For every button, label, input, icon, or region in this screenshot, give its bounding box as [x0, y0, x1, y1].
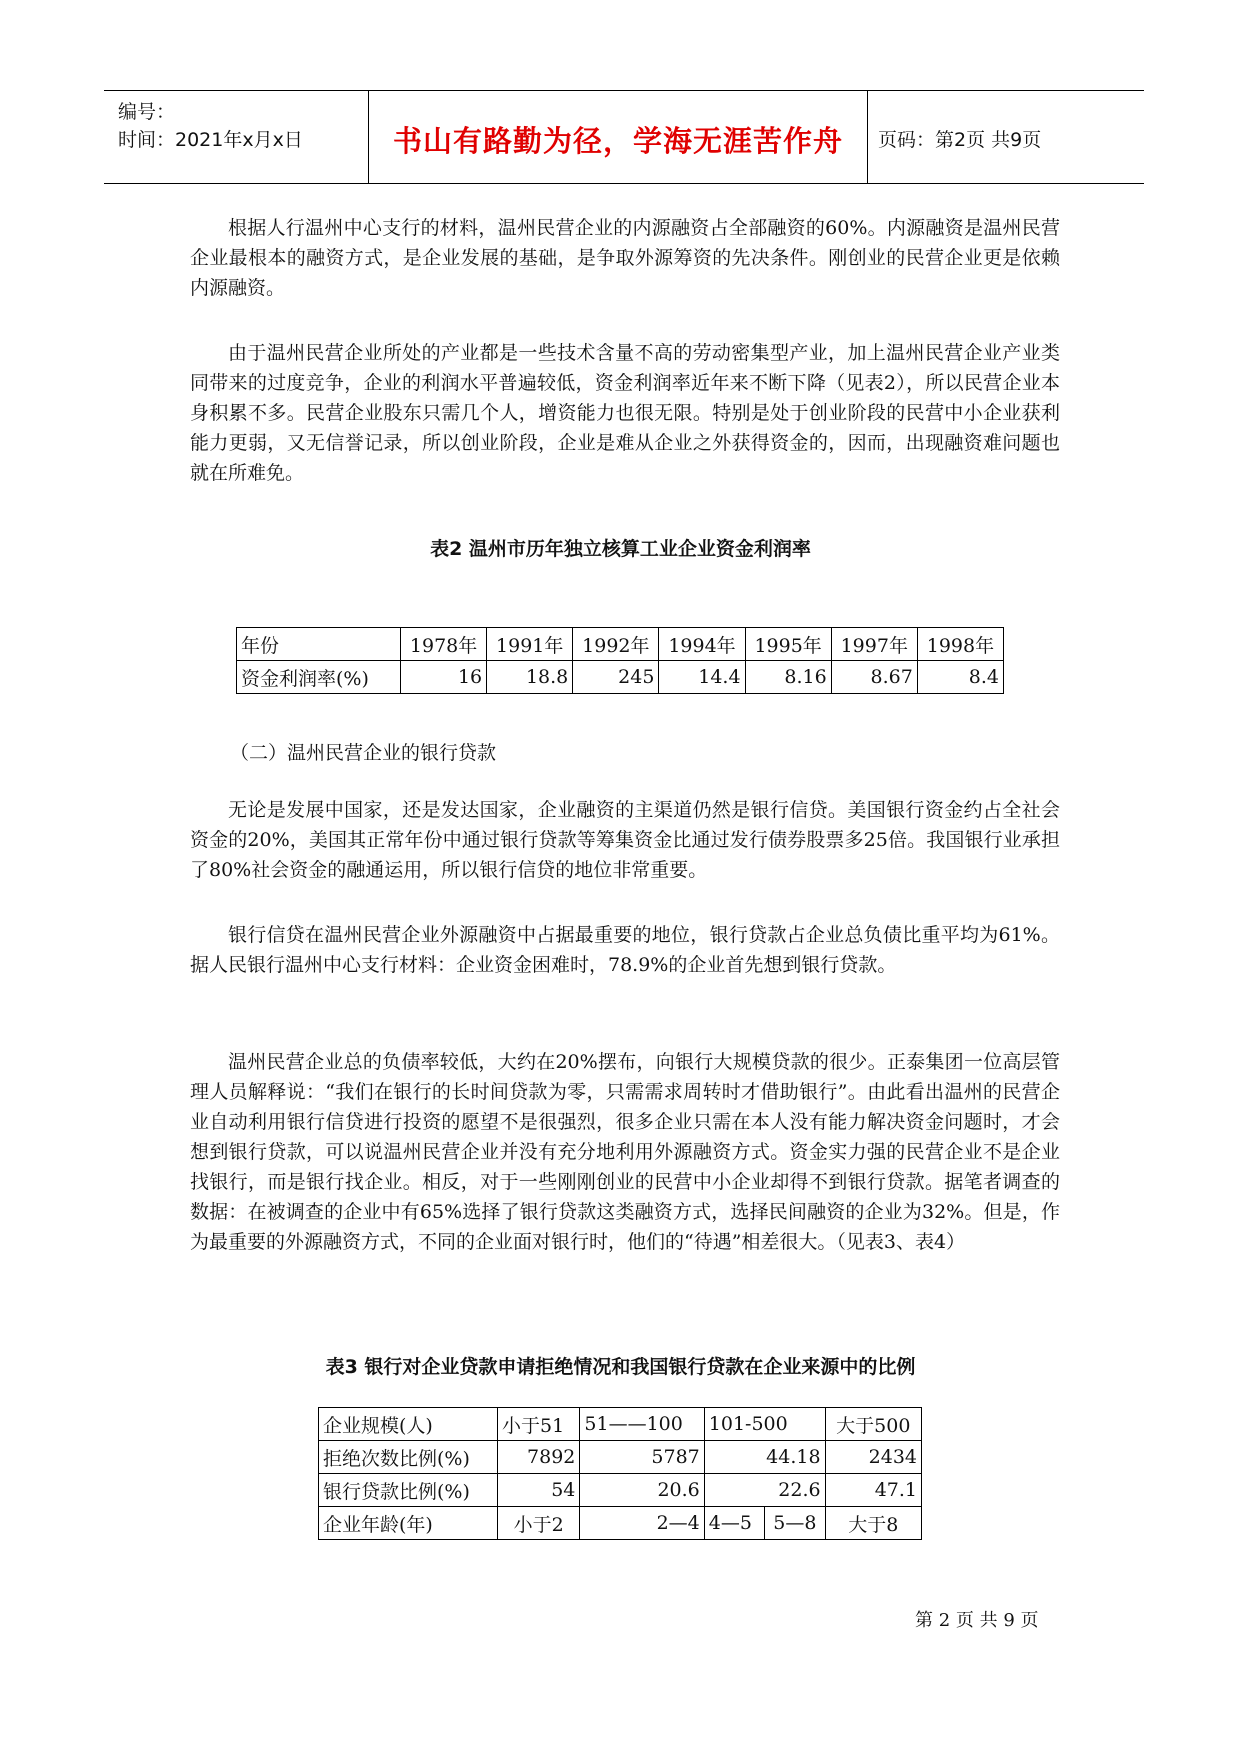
table-cell: 1994年 [659, 628, 745, 661]
table-cell: 1998年 [917, 628, 1003, 661]
table-cell: 企业规模(人) [319, 1408, 498, 1441]
table-cell: 8.4 [917, 661, 1003, 694]
serial-label: 编号： [118, 101, 176, 123]
paragraph-bank-credit: 无论是发展中国家，还是发达国家，企业融资的主渠道仍然是银行信贷。美国银行资金约占全社会资金的20%，美国其正常年份中通过银行贷款等筹集资金比通过发行债券股票多25倍。我国银行业承担了80%社会资金的融通运用，所以银行信贷的地位非常重要。 [190, 799, 1060, 881]
table-cell: 47.1 [825, 1474, 921, 1507]
table3 [318, 1407, 922, 1540]
table-cell: 8.67 [831, 661, 917, 694]
table-cell: 1995年 [745, 628, 831, 661]
paragraph-profit-decline: 由于温州民营企业所处的产业都是一些技术含量不高的劳动密集型产业，加上温州民营企业产业类同带来的过度竞争，企业的利润水平普遍较低，资金利润率近年来不断下降（见表2），所以民营企业本身积累不多。民营企业股东只需几个人，增资能力也很无限。特别是处于创业阶段的民营中小企业获利能力更弱，又无信誉记录，所以创业阶段，企业是难从企业之外获得资金的，因而，出现融资难问题也就在所难免。 [190, 342, 1060, 484]
table-cell: 资金利润率(%) [237, 661, 401, 694]
table-cell: 银行贷款比例(%) [319, 1474, 498, 1507]
table-cell: 14.4 [659, 661, 745, 694]
table-cell: 小于2 [498, 1507, 580, 1540]
header-motto-cell [369, 91, 868, 183]
table-cell: 4—5 [704, 1507, 764, 1540]
table-row [319, 1441, 922, 1474]
table-row [319, 1507, 922, 1540]
table3-caption: 表3 银行对企业贷款申请拒绝情况和我国银行贷款在企业来源中的比例 [325, 1356, 916, 1378]
table-cell: 拒绝次数比例(%) [319, 1441, 498, 1474]
paragraph-debt-ratio: 温州民营企业总的负债率较低，大约在20%摆布，向银行大规模贷款的很少。正泰集团一位高层管理人员解释说：“我们在银行的长时间贷款为零，只需需求周转时才借助银行”。由此看出温州的民营企业自动利用银行信贷进行投资的愿望不是很强烈，很多企业只需在本人没有能力解决资金问题时，才会想到银行贷款，可以说温州民营企业并没有充分地利用外源融资方式。资金实力强的民营企业不是企业找银行，而是银行找企业。相反，对于一些刚刚创业的民营中小企业却得不到银行贷款。据笔者调查的数据：在被调查的企业中有65%选择了银行贷款这类融资方式，选择民间融资的企业为32%。但是，作为最重要的外源融资方式，不同的企业面对银行时，他们的“待遇”相差很大。（见表3、表4） [190, 1051, 1060, 1253]
table-cell: 5—8 [765, 1507, 825, 1540]
table-cell: 44.18 [704, 1441, 825, 1474]
table-cell: 245 [573, 661, 659, 694]
table-cell: 年份 [237, 628, 401, 661]
table-cell: 5787 [580, 1441, 704, 1474]
table-cell: 1978年 [401, 628, 487, 661]
table-cell: 101-500 [704, 1408, 825, 1441]
table-cell: 1992年 [573, 628, 659, 661]
table-cell: 8.16 [745, 661, 831, 694]
page-header [104, 90, 1144, 184]
table-row [319, 1408, 922, 1441]
header-info-cell [104, 91, 369, 183]
table-row [319, 1474, 922, 1507]
page-footer: 第 2 页 共 9 页 [915, 1610, 1039, 1631]
table-row [237, 661, 1004, 694]
table-cell: 大于8 [825, 1507, 921, 1540]
table-cell: 1997年 [831, 628, 917, 661]
page-code: 页码：第2页 共9页 [878, 129, 1042, 151]
table-cell: 22.6 [704, 1474, 825, 1507]
table-cell: 7892 [498, 1441, 580, 1474]
table-cell: 16 [401, 661, 487, 694]
table-cell: 20.6 [580, 1474, 704, 1507]
table-cell: 大于500 [825, 1408, 921, 1441]
table-row [237, 628, 1004, 661]
table-cell: 1991年 [487, 628, 573, 661]
section-subheading: （二）温州民营企业的银行贷款 [230, 742, 497, 764]
table-cell: 2434 [825, 1441, 921, 1474]
table-cell: 2—4 [580, 1507, 704, 1540]
table2 [236, 627, 1004, 694]
table-cell: 小于51 [498, 1408, 580, 1441]
table2-caption: 表2 温州市历年独立核算工业企业资金利润率 [430, 538, 811, 560]
motto-text: 书山有路勤为径，学海无涯苦作舟 [392, 124, 843, 158]
paragraph-internal-financing: 根据人行温州中心支行的材料，温州民营企业的内源融资占全部融资的60%。内源融资是温州民营企业最根本的融资方式，是企业发展的基础，是争取外源筹资的先决条件。刚创业的民营企业更是依赖内源融资。 [190, 217, 1060, 299]
table-cell: 54 [498, 1474, 580, 1507]
paragraph-bank-loan-share: 银行信贷在温州民营企业外源融资中占据最重要的地位，银行贷款占企业总负债比重平均为61%。据人民银行温州中心支行材料：企业资金困难时，78.9%的企业首先想到银行贷款。 [190, 924, 1060, 976]
table-cell: 企业年龄(年) [319, 1507, 498, 1540]
table-cell: 51——100 [580, 1408, 704, 1441]
table-cell: 18.8 [487, 661, 573, 694]
time-label: 时间：2021年x月x日 [118, 129, 303, 151]
header-page-cell [868, 91, 1144, 183]
